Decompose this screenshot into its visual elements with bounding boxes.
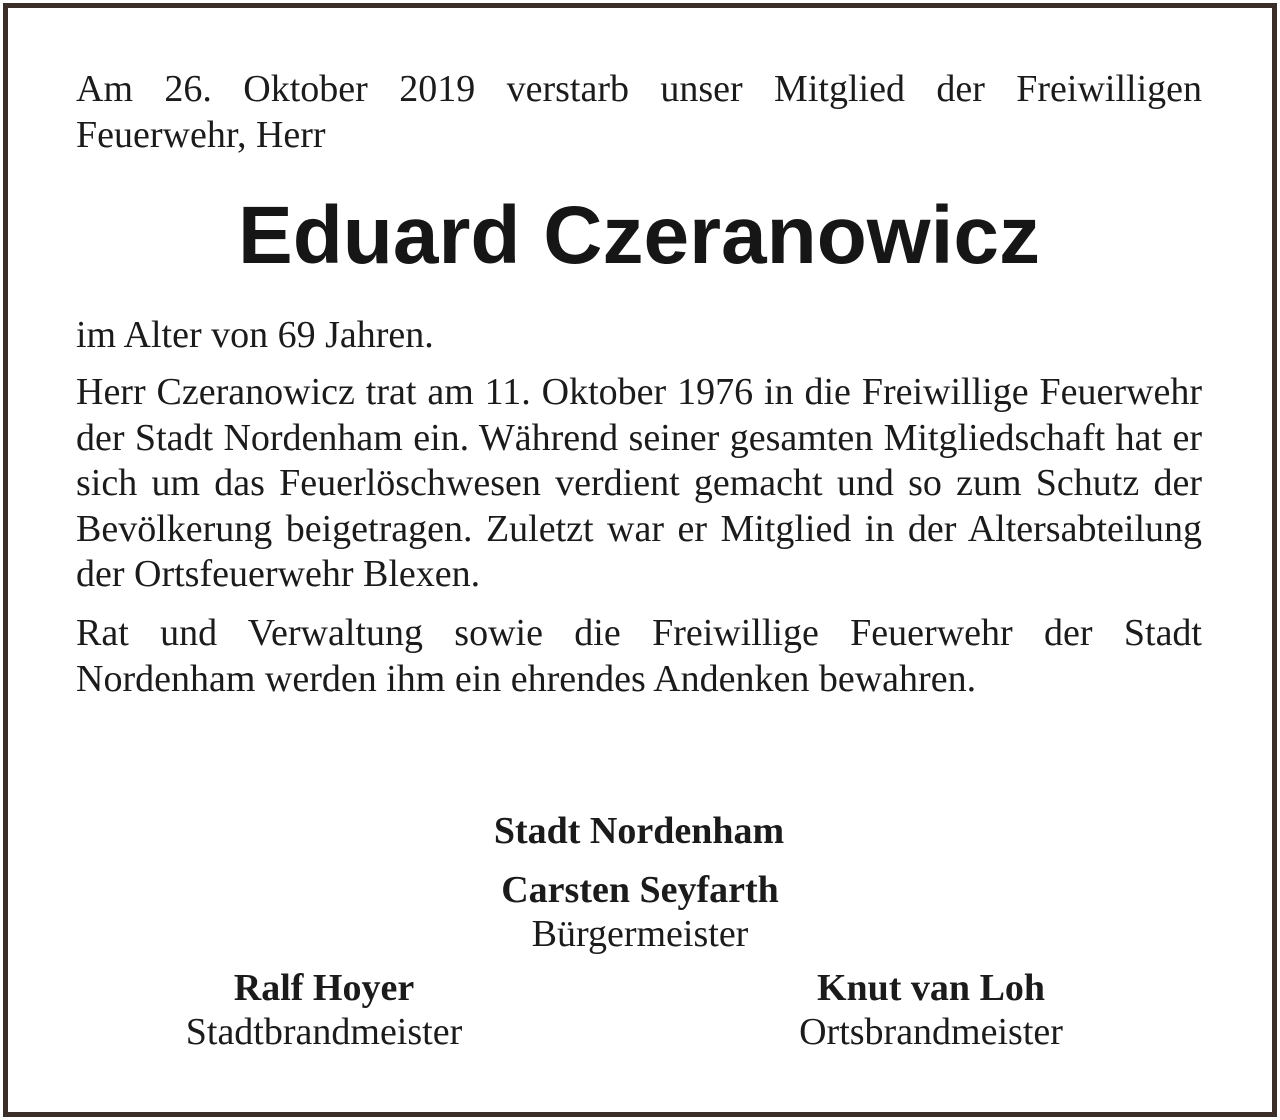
- local-fire-chief-name: Knut van Loh: [816, 967, 1046, 1009]
- city-fire-chief-name: Ralf Hoyer: [233, 967, 415, 1009]
- age-line: im Alter von 69 Jahren.: [76, 314, 434, 356]
- local-fire-chief-role: Ortsbrandmeister: [799, 1011, 1063, 1053]
- signature-mayor: [340, 868, 940, 956]
- signing-organization: Stadt Nordenham: [493, 810, 785, 852]
- signature-local-fire-chief: [681, 966, 1181, 1054]
- city-fire-chief-role: Stadtbrandmeister: [185, 1011, 463, 1053]
- intro-text: Am 26. Oktober 2019 verstarb unser Mitglied der Freiwilligen Feuerwehr, Herr: [76, 68, 1202, 156]
- mayor-name: Carsten Seyfarth: [501, 869, 779, 911]
- deceased-name: Eduard Czeranowicz: [238, 190, 1040, 281]
- closing-text: Rat und Verwaltung sowie die Freiwillige Feuerwehr der Stadt Nordenham werden ihm ein ehrendes Andenken bewahren.: [76, 611, 1202, 700]
- biography-text: Herr Czeranowicz trat am 11. Oktober 1976 in die Freiwillige Feuerwehr der Stadt Nordenham ein. Während seiner gesamten Mitgliedschaft hat er sich um das Feuerlöschwesen verdient gemacht und so zum Schutz der Bevölkerung beigetragen. Zuletzt war er Mitglied in der Altersabteilung der Ortsfeuerwehr Blexen.: [76, 371, 1202, 595]
- signature-city-fire-chief: [74, 966, 574, 1054]
- mayor-role: Bürgermeister: [531, 913, 749, 955]
- obituary-content: [76, 66, 1202, 702]
